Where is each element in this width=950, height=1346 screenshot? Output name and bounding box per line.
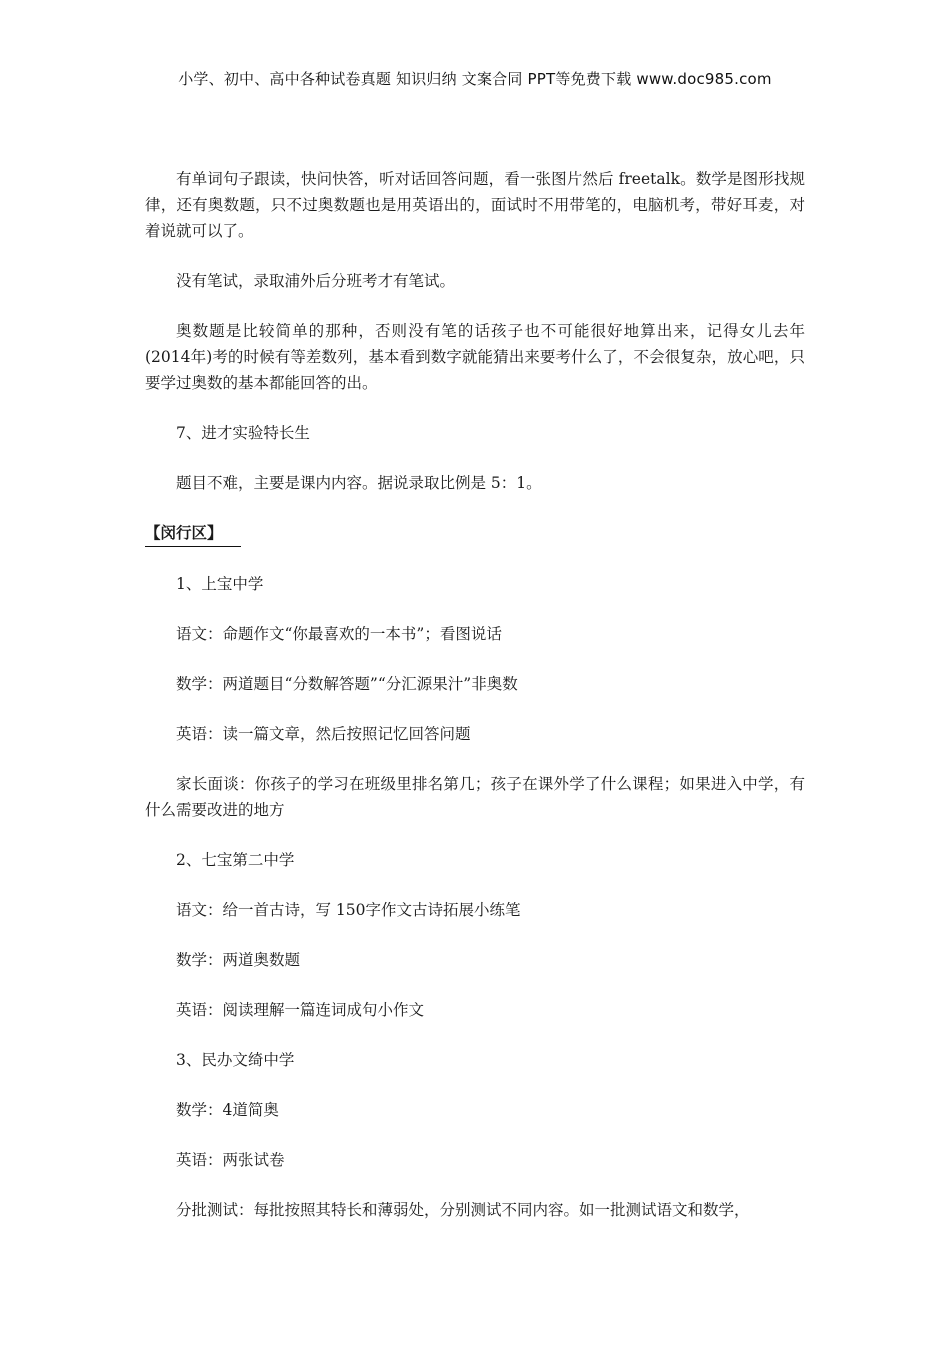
subject-line: 英语：读一篇文章，然后按照记忆回答问题 — [176, 725, 471, 743]
school-title: 2、七宝第二中学 — [176, 851, 295, 869]
subject-line: 语文：命题作文“你最喜欢的一本书”；看图说话 — [176, 625, 502, 643]
item-heading: 7、进才实验特长生 — [176, 424, 310, 442]
subject-line: 数学：两道奥数题 — [176, 951, 301, 969]
subject-line: 语文：给一首古诗，写 150字作文古诗拓展小练笔 — [176, 901, 521, 919]
subject-line: 英语：阅读理解一篇连词成句小作文 — [176, 1001, 425, 1019]
paragraph: 没有笔试，录取浦外后分班考才有笔试。 — [176, 272, 456, 290]
subject-line: 分批测试：每批按照其特长和薄弱处，分别测试不同内容。如一批测试语文和数学， — [176, 1201, 750, 1219]
page-header: 小学、初中、高中各种试卷真题 知识归纳 文案合同 PPT等免费下载 www.doc985.com — [178, 70, 772, 88]
subject-line: 数学：4道简奥 — [176, 1101, 279, 1119]
document-body — [145, 166, 805, 1223]
subject-line: 数学：两道题目“分数解答题”“分汇源果汁”非奥数 — [176, 675, 518, 693]
section-title-minhang: 【闵行区】 — [145, 520, 241, 547]
paragraph: 奥数题是比较简单的那种，否则没有笔的话孩子也不可能很好地算出来，记得女儿去年(2014年)考的时候有等差数列，基本看到数字就能猜出来要考什么了，不会很复杂，放心吧，只要学过奥数的基本都能回答的出。 — [145, 322, 805, 392]
subject-line: 家长面谈：你孩子的学习在班级里排名第几；孩子在课外学了什么课程；如果进入中学，有什么需要改进的地方 — [145, 775, 805, 819]
subject-line: 英语：两张试卷 — [176, 1151, 285, 1169]
school-title: 1、上宝中学 — [176, 575, 264, 593]
paragraph: 题目不难，主要是课内内容。据说录取比例是 5：1。 — [176, 474, 542, 492]
school-title: 3、民办文绮中学 — [176, 1051, 295, 1069]
paragraph: 有单词句子跟读，快问快答，听对话回答问题，看一张图片然后 freetalk。数学是图形找规律，还有奥数题，只不过奥数题也是用英语出的，面试时不用带笔的，电脑机考，带好耳麦，对着说就可以了。 — [145, 170, 805, 240]
